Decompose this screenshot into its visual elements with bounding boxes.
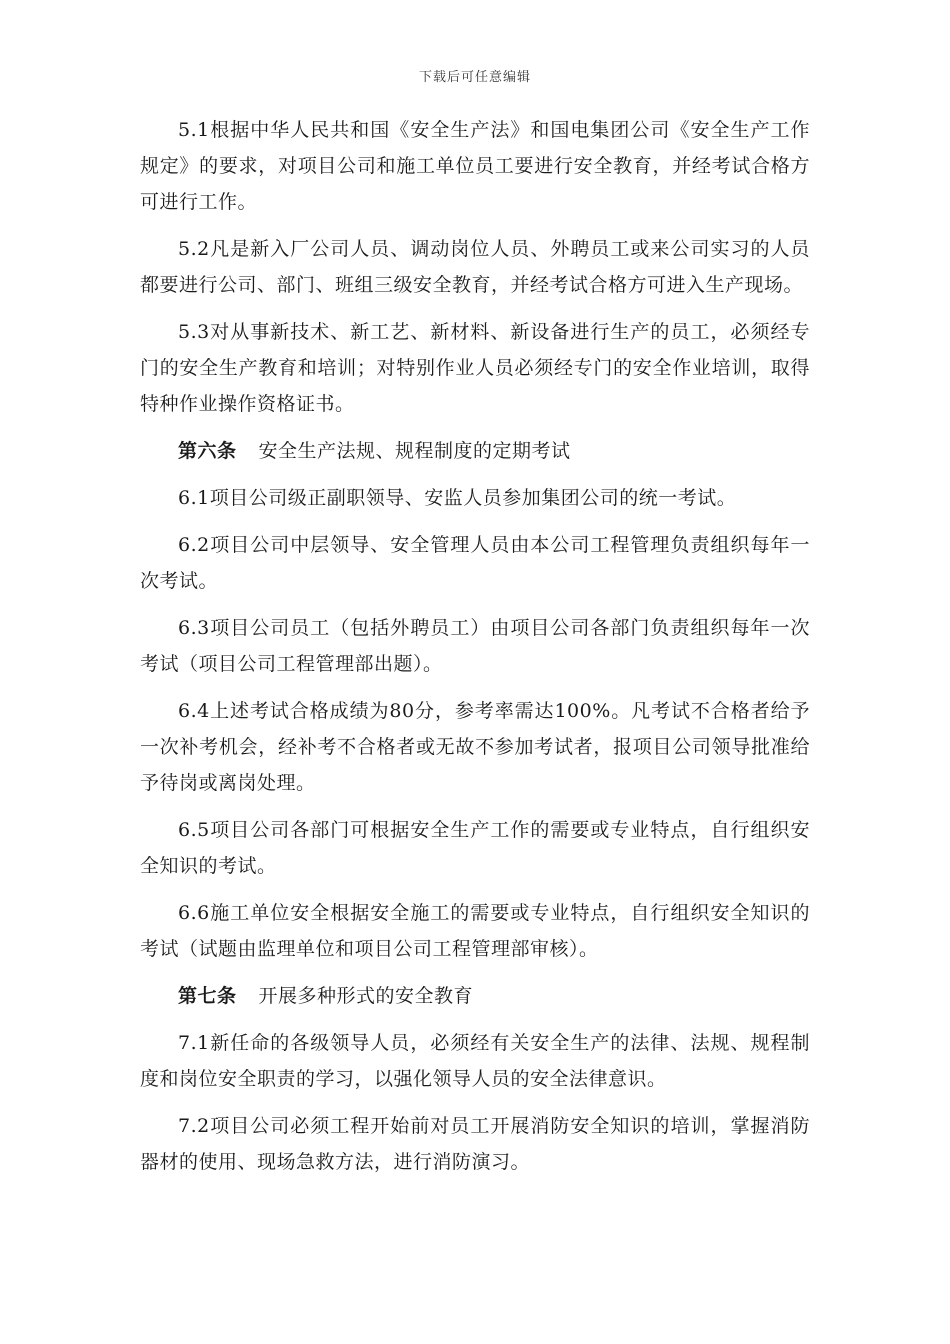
clause-5-1: 5.1根据中华人民共和国《安全生产法》和国电集团公司《安全生产工作规定》的要求，对项目公司和施工单位员工要进行安全教育，并经考试合格方可进行工作。 bbox=[140, 119, 810, 213]
clause-6-6: 6.6施工单位安全根据安全施工的需要或专业特点，自行组织安全知识的考试（试题由监理单位和项目公司工程管理部审核）。 bbox=[140, 902, 810, 960]
clause-6-1: 6.1项目公司级正副职领导、安监人员参加集团公司的统一考试。 bbox=[178, 487, 737, 509]
clause-6-2: 6.2项目公司中层领导、安全管理人员由本公司工程管理负责组织每年一次考试。 bbox=[140, 534, 810, 592]
clause-5-2: 5.2凡是新入厂公司人员、调动岗位人员、外聘员工或来公司实习的人员都要进行公司、部门、班组三级安全教育，并经考试合格方可进入生产现场。 bbox=[140, 238, 810, 296]
clause-5-3: 5.3对从事新技术、新工艺、新材料、新设备进行生产的员工，必须经专门的安全生产教育和培训；对特别作业人员必须经专门的安全作业培训，取得特种作业操作资格证书。 bbox=[140, 321, 810, 415]
article-6-title: 安全生产法规、规程制度的定期考试 bbox=[258, 440, 571, 462]
article-7-number: 第七条 bbox=[178, 985, 237, 1007]
clause-6-4: 6.4上述考试合格成绩为80分，参考率需达100%。凡考试不合格者给予一次补考机会，经补考不合格者或无故不参加考试者，报项目公司领导批准给予待岗或离岗处理。 bbox=[140, 700, 810, 794]
document-body bbox=[140, 112, 810, 1191]
article-6-number: 第六条 bbox=[178, 440, 237, 462]
clause-6-5: 6.5项目公司各部门可根据安全生产工作的需要或专业特点，自行组织安全知识的考试。 bbox=[140, 819, 810, 877]
article-6-heading bbox=[140, 433, 810, 469]
clause-7-2: 7.2项目公司必须工程开始前对员工开展消防安全知识的培训，掌握消防器材的使用、现场急救方法，进行消防演习。 bbox=[140, 1115, 810, 1173]
page-header: 下载后可任意编辑 bbox=[418, 70, 531, 85]
article-7-title: 开展多种形式的安全教育 bbox=[258, 985, 474, 1007]
article-7-heading bbox=[140, 978, 810, 1014]
clause-6-3: 6.3项目公司员工（包括外聘员工）由项目公司各部门负责组织每年一次考试（项目公司工程管理部出题）。 bbox=[140, 617, 810, 675]
clause-7-1: 7.1新任命的各级领导人员，必须经有关安全生产的法律、法规、规程制度和岗位安全职责的学习，以强化领导人员的安全法律意识。 bbox=[140, 1032, 810, 1090]
